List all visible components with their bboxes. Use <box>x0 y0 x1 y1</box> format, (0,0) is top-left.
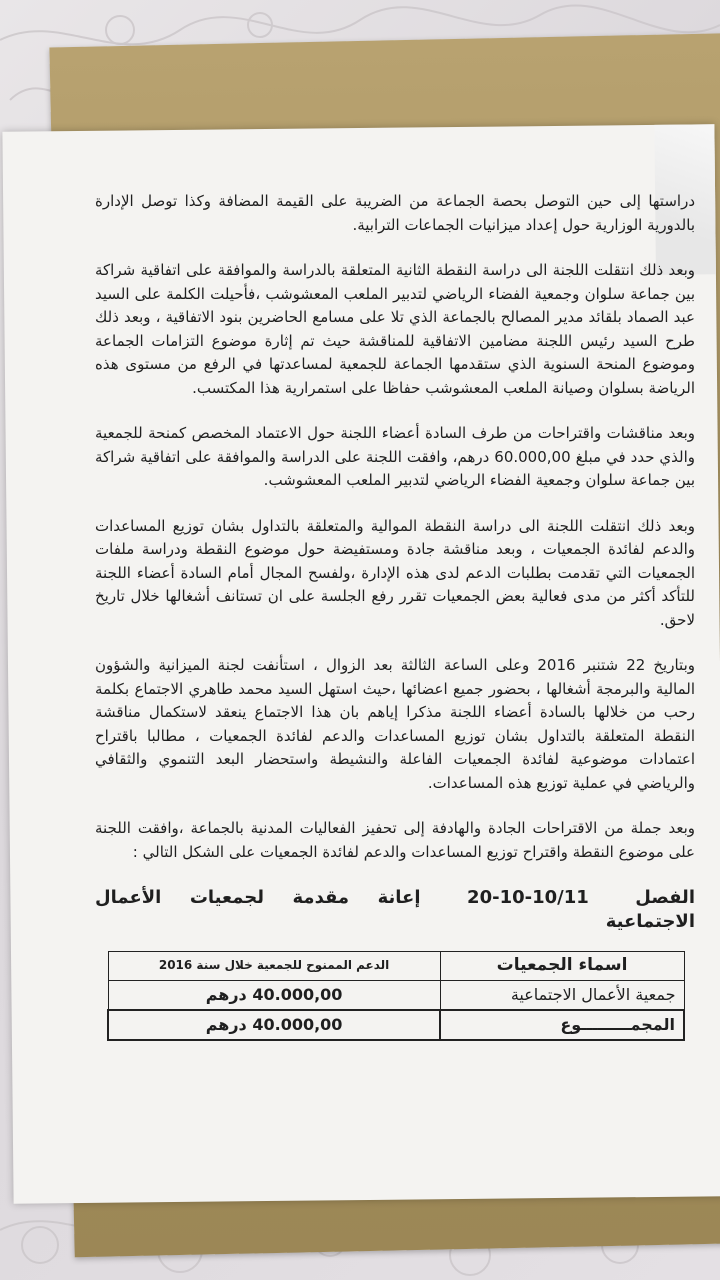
heading-code: 20-10-10/11 <box>467 887 589 908</box>
table-row <box>108 981 684 1011</box>
paragraph-5: وبتاريخ 22 شتنبر 2016 وعلى الساعة الثالثة بعد الزوال ، استأنفت لجنة الميزانية والشؤون المالية والبرمجة أشغالها ، بحضور جميع اعضائها ،حيث استهل السيد محمد طاهري الاجتماع بكلمة رحب من خلالها بالسادة أعضاء اللجنة مذكرا إياهم بان هذا الاجتماع ينعقد لاستكمال مناقشة النقطة المتعلقة بالتداول بشان توزيع المساعدات والدعم لفائدة الجمعيات ، مطالبا باقتراح اعتمادات موضوعية لفائدة الجمعيات الفاعلة والنشيطة واستحضار البعد التنموي والثقافي والرياضي في عملية توزيع هذه المساعدات. <box>95 656 695 792</box>
paragraph-6: وبعد جملة من الاقتراحات الجادة والهادفة إلى تحفيز الفعاليات المدنية بالجماعة ،وافقت اللجنة على موضوع النقطة واقتراح توزيع المساعدات والدعم لفائدة الجمعيات على الشكل التالي : <box>95 819 695 861</box>
section-heading <box>95 886 695 933</box>
table-header-row <box>108 952 684 981</box>
table-total-row <box>108 1010 684 1040</box>
paragraph-1: دراستها إلى حين التوصل بحصة الجماعة من الضريبة على القيمة المضافة وكذا توصل الإدارة بالدورية الوزارية حول إعداد ميزانيات الجماعات الترابية. <box>95 192 695 234</box>
cell-association-name: جمعية الأعمال الاجتماعية <box>440 981 684 1011</box>
cell-amount: 40.000,00 درهم <box>108 981 440 1011</box>
paragraph-2: وبعد ذلك انتقلت اللجنة الى دراسة النقطة الثانية المتعلقة بالدراسة والموافقة على اتفاقية شراكة بين جماعة سلوان وجمعية الفضاء الرياضي لتدبير الملعب المعشوشب ،فأحيلت الكلمة على السيد عبد الصماد بلقائد مدير المصالح بالجماعة الذي تلا على مسامع الحاضرين بنود الاتفاقية ، وبعد ذلك طرح السيد رئيس اللجنة مضامين الاتفاقية للمناقشة حيث تم إثارة موضوع التزامات الجماعة وموضوع المنحة السنوية الذي ستقدمها الجماعة للجمعية لمساعدتها في الرفع من مستوى هذه الرياضة بسلوان وصيانة الملعب المعشوشب حفاظا على استمرارية هذا المكتسب. <box>95 261 695 397</box>
heading-chapter: الفصل <box>635 887 695 908</box>
paragraph-4: وبعد ذلك انتقلت اللجنة الى دراسة النقطة الموالية والمتعلقة بالتداول بشان توزيع المساعدات والدعم لفائدة الجمعيات ، وبعد مناقشة جادة ومستفيضة حول موضوع النقطة ودراسة ملفات الجمعيات التي تقدمت بطلبات الدعم لدى هذه الإدارة ،ولفسح المجال أمام السادة أعضاء اللجنة للتأكد أكثر من مدى فعالية بعض الجمعيات تقرر رفع الجلسة على ان تستانف أشغالها خلال تاريخ لاحق. <box>95 516 695 629</box>
paragraph-3: وبعد مناقشات واقتراحات من طرف السادة أعضاء اللجنة حول الاعتماد المخصص كمنحة للجمعية والذي حدد في مبلغ 60.000,00 درهم، وافقت اللجنة على الدراسة والموافقة على اتفاقية شراكة بين جماعة سلوان وجمعية الفضاء الرياضي لتدبير الملعب المعشوشب. <box>95 424 695 489</box>
heading-title: إعانة مقدمة لجمعيات الأعمال الاجتماعية <box>95 887 695 932</box>
col-header-name: اسماء الجمعيات <box>440 952 684 981</box>
col-header-amount: الدعم الممنوح للجمعية خلال سنة 2016 <box>108 952 440 981</box>
document-content <box>95 190 695 1041</box>
cell-total-label: المجمـــــــــوع <box>440 1010 684 1040</box>
cell-total-amount: 40.000,00 درهم <box>108 1010 440 1040</box>
grants-table <box>107 951 685 1041</box>
